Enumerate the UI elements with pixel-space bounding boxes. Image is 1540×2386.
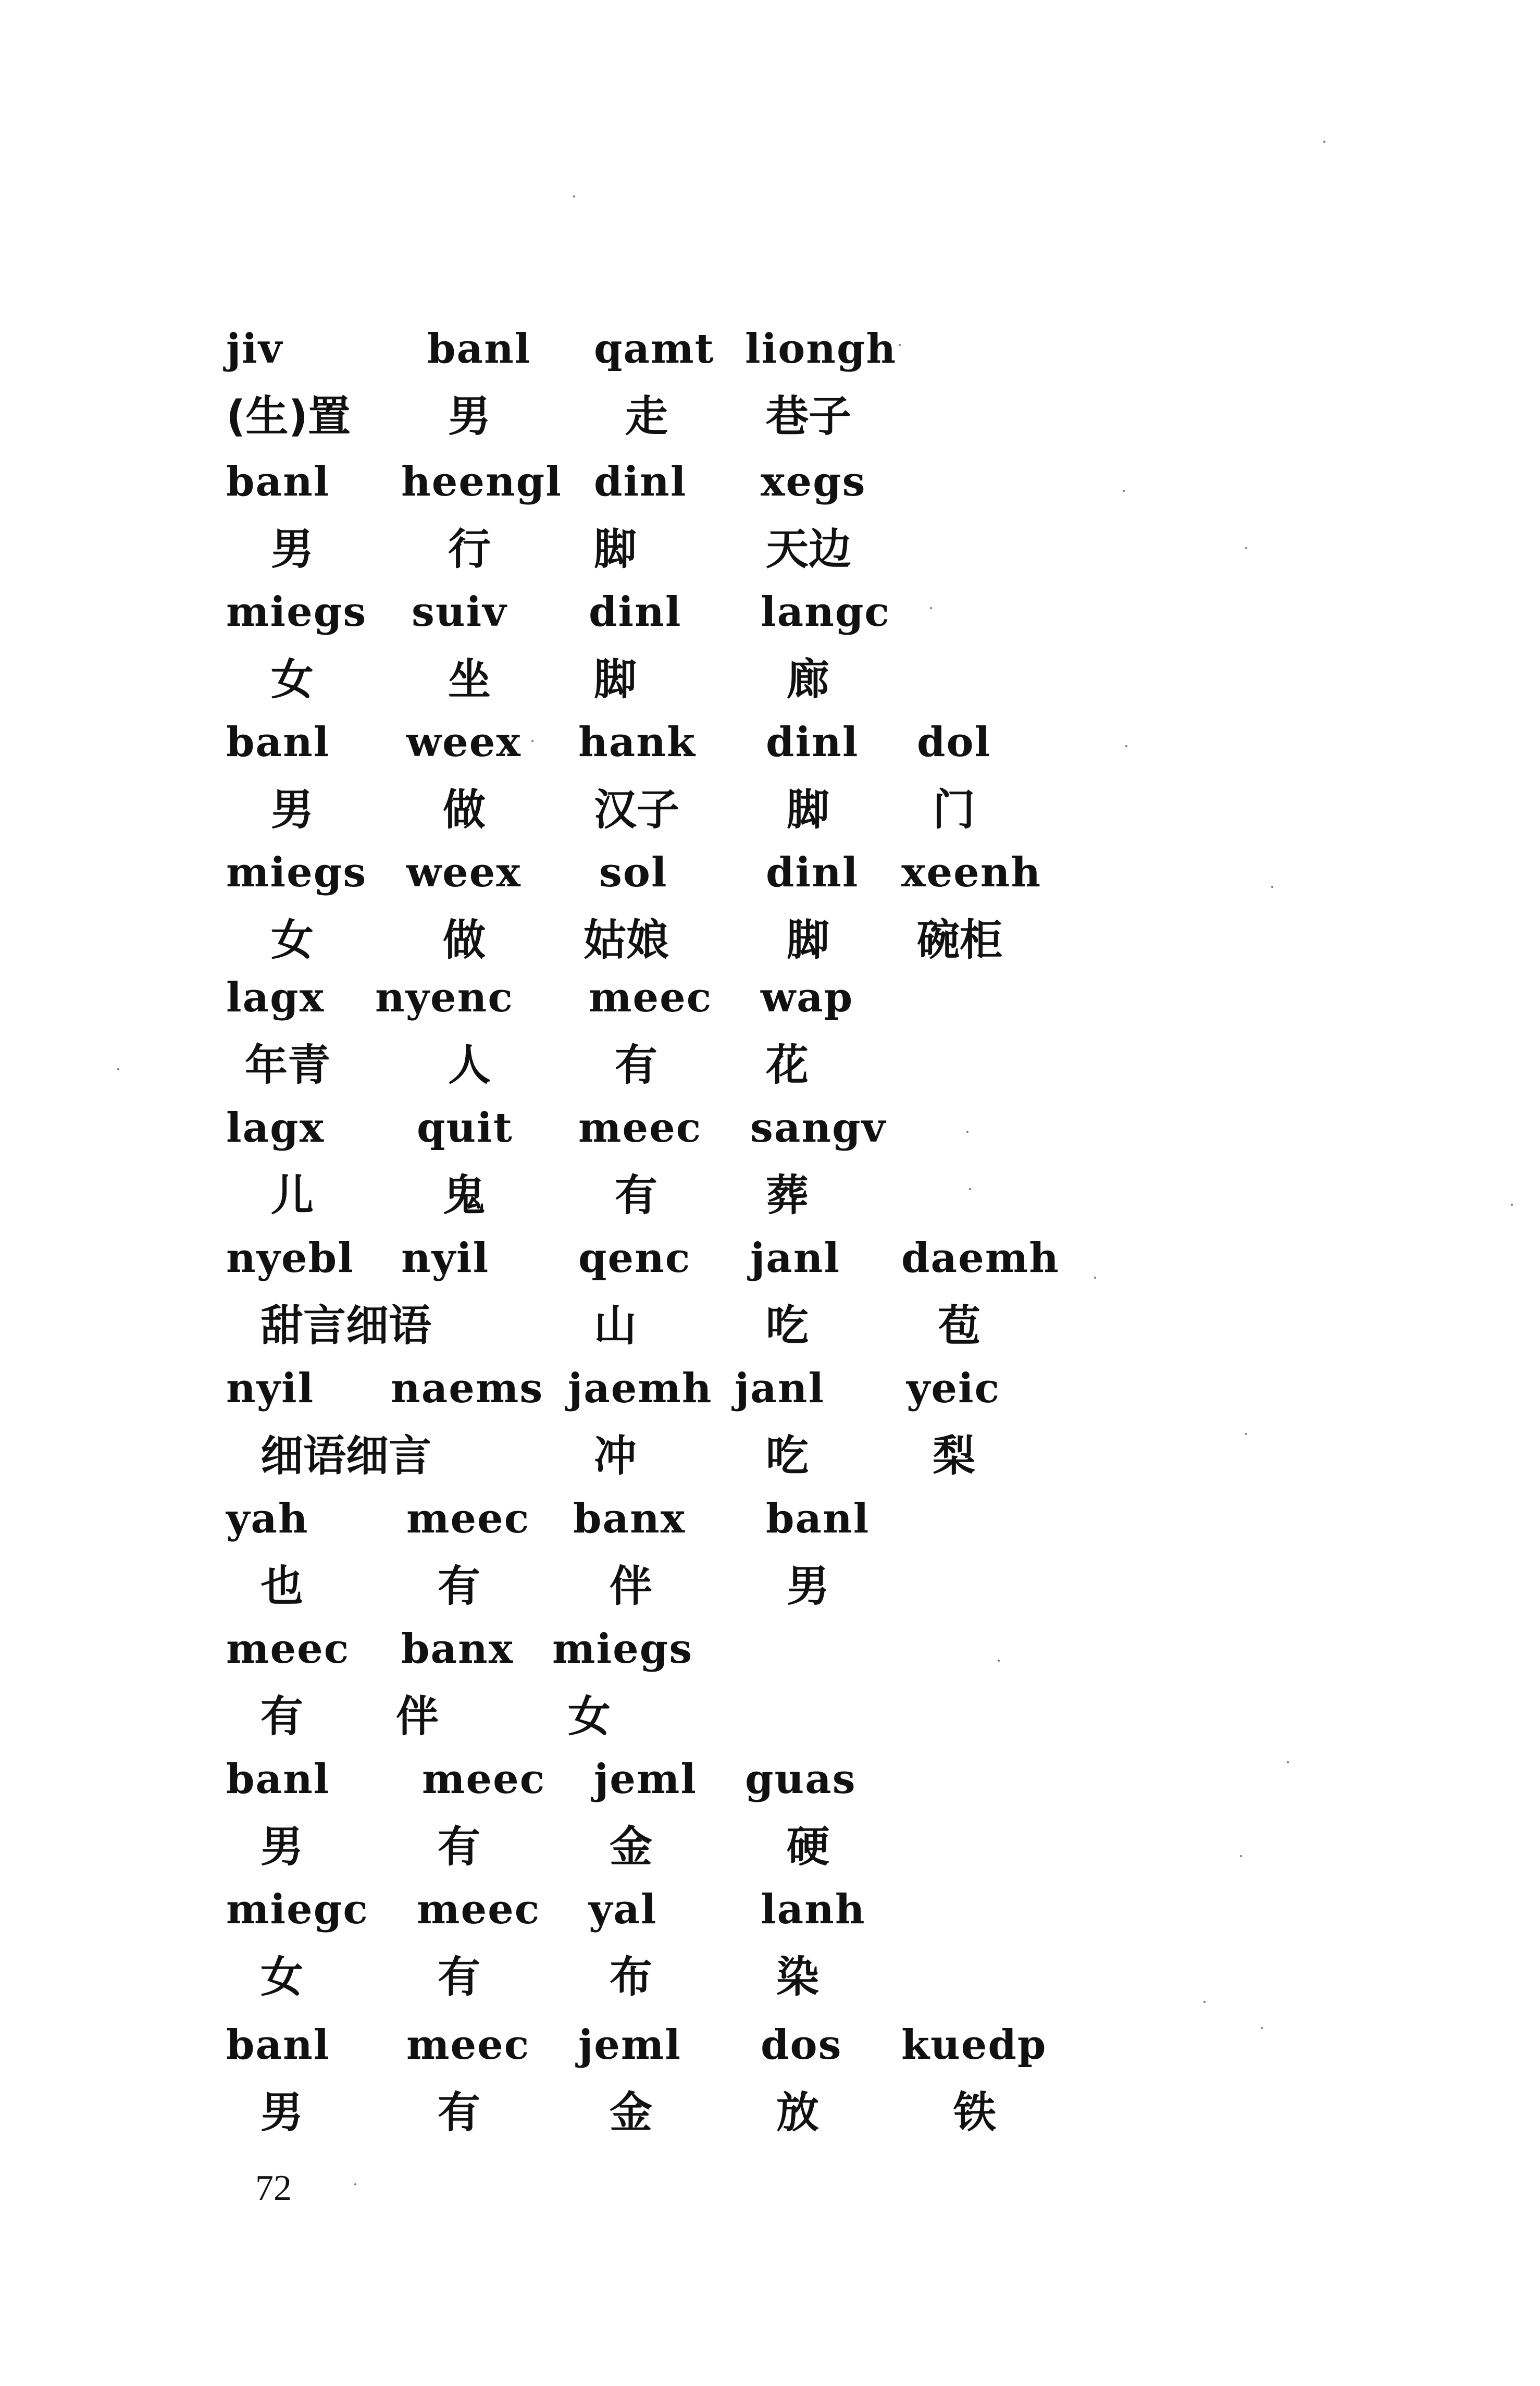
chinese-gloss-word: 年青 bbox=[245, 1041, 331, 1090]
chinese-gloss-line bbox=[0, 1683, 1540, 1751]
chinese-gloss-word: 吃 bbox=[766, 1301, 809, 1351]
scan-speck bbox=[573, 195, 575, 197]
chinese-gloss-word: 细语细言 bbox=[260, 1431, 432, 1481]
chinese-gloss-word: 鬼 bbox=[443, 1171, 486, 1220]
chinese-gloss-word: 甜言细语 bbox=[260, 1301, 432, 1351]
chinese-gloss-word: 有 bbox=[438, 1822, 481, 1872]
chinese-gloss-word: 山 bbox=[594, 1301, 637, 1351]
scan-speck bbox=[117, 1068, 119, 1070]
chinese-gloss-word: 女 bbox=[271, 655, 314, 704]
chinese-gloss-word: 脚 bbox=[594, 525, 637, 574]
romanized-word: dos bbox=[761, 2021, 842, 2069]
chinese-gloss-word: 天边 bbox=[766, 525, 852, 574]
romanized-word: miegs bbox=[226, 588, 367, 636]
romanized-line bbox=[0, 1094, 1540, 1162]
romanized-word: jeml bbox=[578, 2021, 682, 2069]
chinese-gloss-word: 有 bbox=[438, 1952, 481, 2002]
romanized-word: banl bbox=[427, 325, 531, 373]
romanized-word: dinl bbox=[766, 849, 859, 896]
romanized-word: dinl bbox=[589, 588, 682, 636]
romanized-word: liongh bbox=[745, 325, 897, 373]
romanized-word: meec bbox=[226, 1625, 350, 1673]
chinese-gloss-word: 铁 bbox=[953, 2088, 997, 2137]
scan-speck bbox=[930, 607, 932, 609]
romanized-word: lagx bbox=[226, 1104, 325, 1152]
romanized-word: miegc bbox=[226, 1886, 369, 1933]
chinese-gloss-line bbox=[0, 1162, 1540, 1230]
chinese-gloss-word: 有 bbox=[260, 1692, 304, 1741]
scan-speck bbox=[1240, 1855, 1242, 1857]
chinese-gloss-word: 脚 bbox=[594, 655, 637, 704]
chinese-gloss-word: 男 bbox=[260, 1822, 304, 1872]
chinese-gloss-line bbox=[0, 1423, 1540, 1490]
romanized-word: meec bbox=[417, 1886, 541, 1933]
romanized-line bbox=[0, 2011, 1540, 2079]
chinese-gloss-word: 硬 bbox=[787, 1822, 830, 1872]
romanized-line bbox=[0, 839, 1540, 907]
romanized-line bbox=[0, 1746, 1540, 1813]
chinese-gloss-line bbox=[0, 1292, 1540, 1360]
chinese-gloss-word: 男 bbox=[271, 785, 314, 835]
chinese-gloss-word: 男 bbox=[260, 2088, 304, 2137]
chinese-gloss-word: 梨 bbox=[933, 1431, 976, 1481]
chinese-gloss-word: 汉子 bbox=[594, 785, 680, 835]
chinese-gloss-word: 人 bbox=[448, 1041, 491, 1090]
chinese-gloss-word: 染 bbox=[776, 1952, 819, 2002]
chinese-gloss-word: 伴 bbox=[396, 1692, 439, 1741]
romanized-word: miegs bbox=[552, 1625, 693, 1673]
scan-speck bbox=[1511, 1204, 1513, 1206]
chinese-gloss-word: 儿 bbox=[271, 1171, 314, 1220]
chinese-gloss-word: 苞 bbox=[938, 1301, 981, 1351]
romanized-word: suiv bbox=[412, 588, 507, 636]
chinese-gloss-line bbox=[0, 1813, 1540, 1881]
romanized-word: dinl bbox=[766, 719, 859, 766]
chinese-gloss-line bbox=[0, 1944, 1540, 2011]
scan-speck bbox=[1094, 1277, 1096, 1279]
chinese-gloss-word: 金 bbox=[610, 1822, 653, 1872]
romanized-word: xeenh bbox=[901, 849, 1042, 896]
chinese-gloss-word: 放 bbox=[776, 2088, 819, 2137]
scan-speck bbox=[531, 740, 533, 742]
romanized-word: hank bbox=[578, 719, 697, 766]
romanized-word: kuedp bbox=[901, 2021, 1047, 2069]
romanized-line bbox=[0, 1876, 1540, 1944]
romanized-word: dinl bbox=[594, 458, 687, 505]
chinese-gloss-word: 布 bbox=[610, 1952, 653, 2002]
romanized-line bbox=[0, 1355, 1540, 1423]
romanized-word: meec bbox=[406, 2021, 530, 2069]
romanized-word: nyebl bbox=[226, 1234, 354, 1282]
chinese-gloss-word: 男 bbox=[448, 392, 491, 441]
chinese-gloss-line bbox=[0, 2079, 1540, 2147]
romanized-word: wap bbox=[761, 974, 854, 1021]
chinese-gloss-word: 金 bbox=[610, 2088, 653, 2137]
chinese-gloss-word: 冲 bbox=[594, 1431, 637, 1481]
chinese-gloss-word: 碗柜 bbox=[917, 916, 1003, 965]
chinese-gloss-line bbox=[0, 1032, 1540, 1099]
romanized-word: yeic bbox=[906, 1365, 1001, 1412]
chinese-gloss-line bbox=[0, 646, 1540, 714]
romanized-line bbox=[0, 709, 1540, 776]
chinese-gloss-word: 脚 bbox=[787, 785, 830, 835]
scan-speck bbox=[998, 1660, 1000, 1662]
chinese-gloss-word: 女 bbox=[271, 916, 314, 965]
romanized-word: meec bbox=[422, 1755, 546, 1803]
scan-speck bbox=[1261, 2027, 1263, 2029]
romanized-word: banl bbox=[226, 1755, 330, 1803]
chinese-gloss-word: 葬 bbox=[766, 1171, 809, 1220]
scan-speck bbox=[899, 344, 901, 346]
chinese-gloss-word: 坐 bbox=[448, 655, 491, 704]
romanized-word: meec bbox=[589, 974, 713, 1021]
romanized-word: sol bbox=[599, 849, 668, 896]
romanized-word: qenc bbox=[578, 1234, 691, 1282]
chinese-gloss-word: 门 bbox=[933, 785, 976, 835]
scan-speck bbox=[1287, 1761, 1289, 1763]
romanized-word: janl bbox=[750, 1234, 841, 1282]
romanized-word: nyil bbox=[226, 1365, 315, 1412]
chinese-gloss-word: 做 bbox=[443, 785, 486, 835]
page-number: 72 bbox=[255, 2168, 292, 2208]
romanized-word: jaemh bbox=[568, 1365, 713, 1412]
chinese-gloss-line bbox=[0, 776, 1540, 844]
romanized-word: yah bbox=[226, 1495, 309, 1542]
scan-speck bbox=[1203, 2001, 1206, 2003]
scan-speck bbox=[354, 2183, 356, 2185]
chinese-gloss-word: 有 bbox=[438, 1562, 481, 1611]
romanized-word: heengl bbox=[401, 458, 562, 505]
scan-speck bbox=[966, 1131, 968, 1133]
romanized-word: meec bbox=[406, 1495, 530, 1542]
romanized-word: miegs bbox=[226, 849, 367, 896]
scan-speck bbox=[969, 1188, 971, 1190]
scan-speck bbox=[1125, 745, 1127, 747]
romanized-word: lanh bbox=[761, 1886, 866, 1933]
chinese-gloss-word: 巷子 bbox=[766, 392, 852, 441]
chinese-gloss-word: 有 bbox=[615, 1171, 658, 1220]
scan-speck bbox=[1323, 141, 1325, 143]
chinese-gloss-word: 行 bbox=[448, 525, 491, 574]
romanized-word: yal bbox=[589, 1886, 657, 1933]
romanized-line bbox=[0, 1485, 1540, 1553]
chinese-gloss-word: 走 bbox=[625, 392, 668, 441]
chinese-gloss-word: 花 bbox=[766, 1041, 809, 1090]
chinese-gloss-word: 女 bbox=[260, 1952, 304, 2002]
romanized-word: lagx bbox=[226, 974, 325, 1021]
romanized-line bbox=[0, 578, 1540, 646]
romanized-word: sangv bbox=[750, 1104, 887, 1152]
romanized-word: quit bbox=[417, 1104, 513, 1152]
romanized-line bbox=[0, 448, 1540, 516]
romanized-line bbox=[0, 315, 1540, 383]
romanized-word: banl bbox=[226, 2021, 330, 2069]
romanized-word: guas bbox=[745, 1755, 856, 1803]
romanized-word: naems bbox=[391, 1365, 544, 1412]
romanized-word: daemh bbox=[901, 1234, 1060, 1282]
romanized-word: banl bbox=[226, 719, 330, 766]
chinese-gloss-word: 男 bbox=[787, 1562, 830, 1611]
romanized-line bbox=[0, 964, 1540, 1032]
romanized-word: qamt bbox=[594, 325, 715, 373]
scan-speck bbox=[1123, 490, 1125, 492]
chinese-gloss-word: 廊 bbox=[787, 655, 830, 704]
chinese-gloss-word: 吃 bbox=[766, 1431, 809, 1481]
chinese-gloss-line bbox=[0, 1553, 1540, 1621]
romanized-word: jiv bbox=[226, 325, 283, 373]
chinese-gloss-word: 脚 bbox=[787, 916, 830, 965]
chinese-gloss-word: 有 bbox=[438, 2088, 481, 2137]
romanized-word: janl bbox=[735, 1365, 825, 1412]
chinese-gloss-word: 有 bbox=[615, 1041, 658, 1090]
romanized-line bbox=[0, 1615, 1540, 1683]
romanized-word: banx bbox=[401, 1625, 514, 1673]
chinese-gloss-word: 伴 bbox=[610, 1562, 653, 1611]
romanized-word: weex bbox=[406, 719, 521, 766]
chinese-gloss-line bbox=[0, 516, 1540, 584]
chinese-gloss-word: (生)置 bbox=[226, 392, 351, 441]
scan-speck bbox=[1245, 547, 1247, 549]
romanized-word: jeml bbox=[594, 1755, 698, 1803]
chinese-gloss-word: 姑娘 bbox=[583, 916, 669, 965]
scan-speck bbox=[1271, 886, 1273, 888]
chinese-gloss-word: 也 bbox=[260, 1562, 304, 1611]
chinese-gloss-word: 女 bbox=[568, 1692, 611, 1741]
romanized-word: weex bbox=[406, 849, 521, 896]
chinese-gloss-line bbox=[0, 383, 1540, 451]
romanized-word: nyil bbox=[401, 1234, 490, 1282]
romanized-word: banl bbox=[766, 1495, 870, 1542]
romanized-word: meec bbox=[578, 1104, 702, 1152]
chinese-gloss-word: 做 bbox=[443, 916, 486, 965]
scan-speck bbox=[1245, 1433, 1247, 1435]
romanized-word: xegs bbox=[761, 458, 866, 505]
chinese-gloss-word: 男 bbox=[271, 525, 314, 574]
romanized-word: langc bbox=[761, 588, 890, 636]
romanized-word: banl bbox=[226, 458, 330, 505]
romanized-word: banx bbox=[573, 1495, 686, 1542]
romanized-word: nyenc bbox=[375, 974, 514, 1021]
romanized-line bbox=[0, 1225, 1540, 1292]
romanized-word: dol bbox=[917, 719, 991, 766]
